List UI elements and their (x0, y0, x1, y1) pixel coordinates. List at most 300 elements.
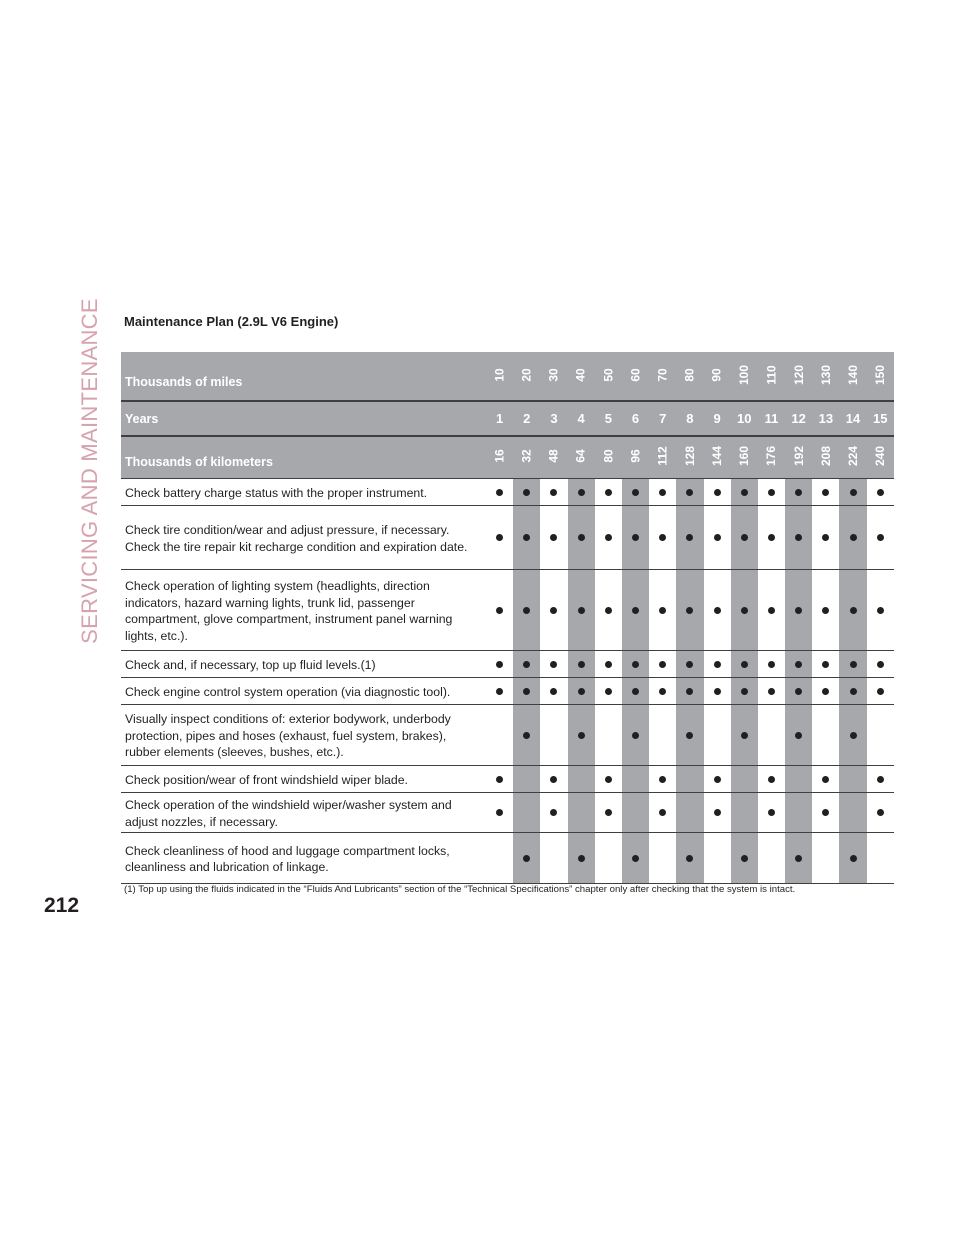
header-value (812, 352, 839, 400)
table-row (121, 479, 894, 506)
footnote: (1) Top up using the fluids indicated in the “Fluids And Lubricants” section of the “Technical Specifications” chapter only after checking that the system is intact. (124, 884, 796, 895)
schedule-cell (513, 833, 540, 883)
service-dot-icon (605, 661, 612, 668)
schedule-cell (839, 651, 866, 677)
service-dot-icon (741, 534, 748, 541)
header-value (839, 437, 866, 478)
service-dot-icon (822, 688, 829, 695)
schedule-cell (731, 793, 758, 832)
schedule-cell (704, 793, 731, 832)
header-value-text: 5 (604, 411, 612, 426)
task-label: Check operation of the windshield wiper/washer system and adjust nozzles, if necessary. (125, 798, 452, 829)
service-dot-icon (632, 855, 639, 862)
schedule-cell (595, 793, 622, 832)
schedule-cell (540, 766, 567, 792)
service-dot-icon (714, 776, 721, 783)
header-value-text: 13 (818, 411, 834, 426)
schedule-cell (704, 833, 731, 883)
task-label: Check tire condition/wear and adjust pressure, if necessary. Check the tire repair kit recharge condition and expiration date. (125, 523, 468, 554)
header-value (486, 402, 513, 435)
header-value-text: 128 (682, 445, 697, 467)
schedule-cell (758, 793, 785, 832)
schedule-cell (867, 766, 894, 792)
schedule-cell (867, 705, 894, 765)
schedule-cell (785, 766, 812, 792)
schedule-cell (785, 705, 812, 765)
schedule-cell (568, 766, 595, 792)
header-value (540, 402, 567, 435)
service-dot-icon (578, 732, 585, 739)
service-dot-icon (877, 607, 884, 614)
header-value-text: 130 (818, 364, 833, 386)
header-value (486, 352, 513, 400)
service-dot-icon (550, 607, 557, 614)
header-value-text: 80 (601, 449, 616, 463)
header-value-text: 12 (791, 411, 806, 426)
service-dot-icon (632, 732, 639, 739)
service-dot-icon (496, 688, 503, 695)
service-dot-icon (768, 776, 775, 783)
schedule-cell (540, 678, 567, 704)
service-dot-icon (850, 732, 857, 739)
schedule-cell (540, 705, 567, 765)
schedule-cell (785, 570, 812, 650)
header-value (867, 437, 894, 478)
header-row-kilometers (121, 437, 894, 479)
schedule-cell (649, 705, 676, 765)
schedule-cell (812, 651, 839, 677)
schedule-cell (540, 833, 567, 883)
schedule-cell (731, 766, 758, 792)
schedule-cell (704, 651, 731, 677)
header-value (731, 437, 758, 478)
schedule-cell (622, 705, 649, 765)
service-dot-icon (795, 732, 802, 739)
schedule-cell (839, 479, 866, 505)
maintenance-schedule-table (121, 352, 894, 884)
schedule-cell (540, 506, 567, 569)
header-value-text: 224 (846, 445, 861, 467)
header-value-text: 8 (686, 411, 694, 426)
schedule-cell (812, 506, 839, 569)
schedule-cell (622, 793, 649, 832)
schedule-cell (758, 705, 785, 765)
service-dot-icon (877, 534, 884, 541)
header-value (758, 437, 785, 478)
schedule-cell (758, 766, 785, 792)
service-dot-icon (550, 688, 557, 695)
service-dot-icon (686, 534, 693, 541)
service-dot-icon (550, 489, 557, 496)
header-value-text: 15 (872, 411, 888, 426)
service-dot-icon (523, 489, 530, 496)
service-dot-icon (768, 661, 775, 668)
schedule-cell (812, 833, 839, 883)
schedule-cell (867, 570, 894, 650)
header-value-text: 14 (845, 411, 861, 426)
schedule-cell (839, 793, 866, 832)
schedule-cell (568, 833, 595, 883)
header-value-text: 4 (577, 411, 585, 426)
service-dot-icon (741, 688, 748, 695)
table-row (121, 506, 894, 570)
schedule-cell (568, 570, 595, 650)
service-dot-icon (578, 661, 585, 668)
schedule-cell (812, 705, 839, 765)
service-dot-icon (496, 489, 503, 496)
schedule-cell (622, 833, 649, 883)
header-value-text: 7 (659, 411, 667, 426)
header-label: Thousands of kilometers (125, 454, 273, 469)
service-dot-icon (850, 661, 857, 668)
header-value (812, 437, 839, 478)
service-dot-icon (632, 688, 639, 695)
header-value (649, 402, 676, 435)
table-row (121, 570, 894, 651)
service-dot-icon (550, 809, 557, 816)
schedule-cell (867, 678, 894, 704)
header-value-text: 40 (574, 368, 589, 382)
header-value (568, 437, 595, 478)
service-dot-icon (605, 534, 612, 541)
schedule-cell (704, 766, 731, 792)
schedule-cell (513, 705, 540, 765)
header-value (540, 437, 567, 478)
schedule-cell (758, 479, 785, 505)
schedule-cell (486, 479, 513, 505)
header-value-text: 20 (519, 368, 534, 382)
header-value-text: 9 (713, 411, 721, 426)
header-value-text: 10 (737, 411, 752, 426)
schedule-cell (568, 651, 595, 677)
service-dot-icon (741, 661, 748, 668)
schedule-cell (649, 479, 676, 505)
header-value-text: 176 (764, 445, 779, 467)
schedule-cell (595, 651, 622, 677)
service-dot-icon (686, 732, 693, 739)
header-value-text: 144 (710, 445, 725, 467)
schedule-cell (568, 506, 595, 569)
schedule-cell (704, 678, 731, 704)
service-dot-icon (496, 534, 503, 541)
service-dot-icon (550, 776, 557, 783)
schedule-cell (540, 570, 567, 650)
table-row (121, 651, 894, 678)
header-value-text: 3 (550, 411, 558, 426)
header-value (595, 402, 622, 435)
schedule-cell (649, 678, 676, 704)
header-value-text: 192 (791, 445, 806, 467)
header-value-text: 80 (682, 368, 697, 382)
service-dot-icon (632, 489, 639, 496)
schedule-cell (595, 506, 622, 569)
schedule-cell (867, 479, 894, 505)
header-value-text: 32 (519, 449, 534, 463)
header-value (867, 352, 894, 400)
schedule-cell (731, 678, 758, 704)
section-title: Maintenance Plan (2.9L V6 Engine) (124, 314, 339, 329)
header-value (513, 352, 540, 400)
header-value (812, 402, 839, 435)
schedule-cell (676, 833, 703, 883)
header-value-text: 150 (873, 364, 888, 386)
service-dot-icon (659, 809, 666, 816)
service-dot-icon (605, 688, 612, 695)
service-dot-icon (795, 489, 802, 496)
header-value-text: 240 (873, 445, 888, 467)
service-dot-icon (741, 855, 748, 862)
schedule-cell (731, 833, 758, 883)
service-dot-icon (822, 661, 829, 668)
schedule-cell (513, 570, 540, 650)
task-label: Check operation of lighting system (headlights, direction indicators, hazard warning lights, trunk lid, passenger compartment, glove compartment, instrument panel warning lights, etc.). (125, 579, 453, 643)
service-dot-icon (877, 661, 884, 668)
service-dot-icon (523, 607, 530, 614)
schedule-cell (731, 705, 758, 765)
header-value-text: 70 (655, 368, 670, 382)
header-value (568, 402, 595, 435)
schedule-cell (568, 479, 595, 505)
service-dot-icon (795, 855, 802, 862)
table-row (121, 705, 894, 766)
service-dot-icon (659, 534, 666, 541)
header-value (704, 352, 731, 400)
service-dot-icon (578, 688, 585, 695)
schedule-cell (540, 479, 567, 505)
service-dot-icon (795, 688, 802, 695)
header-value-text: 120 (791, 364, 806, 386)
service-dot-icon (686, 661, 693, 668)
service-dot-icon (714, 688, 721, 695)
service-dot-icon (822, 776, 829, 783)
header-value-text: 50 (601, 368, 616, 382)
header-value (513, 437, 540, 478)
schedule-cell (867, 793, 894, 832)
header-value-text: 6 (631, 411, 640, 426)
header-value (595, 352, 622, 400)
service-dot-icon (659, 607, 666, 614)
service-dot-icon (550, 661, 557, 668)
schedule-cell (486, 793, 513, 832)
header-value (758, 402, 785, 435)
schedule-cell (731, 570, 758, 650)
schedule-cell (595, 766, 622, 792)
header-value (704, 402, 731, 435)
service-dot-icon (496, 776, 503, 783)
schedule-cell (731, 651, 758, 677)
service-dot-icon (714, 534, 721, 541)
service-dot-icon (714, 607, 721, 614)
schedule-cell (758, 651, 785, 677)
schedule-cell (622, 506, 649, 569)
header-value (785, 352, 812, 400)
schedule-cell (568, 705, 595, 765)
service-dot-icon (659, 661, 666, 668)
service-dot-icon (877, 809, 884, 816)
header-label: Years (125, 412, 159, 427)
header-value (676, 402, 703, 435)
service-dot-icon (822, 607, 829, 614)
schedule-cell (676, 793, 703, 832)
service-dot-icon (850, 855, 857, 862)
service-dot-icon (578, 489, 585, 496)
service-dot-icon (496, 661, 503, 668)
service-dot-icon (714, 661, 721, 668)
schedule-cell (785, 793, 812, 832)
schedule-cell (568, 793, 595, 832)
schedule-cell (676, 506, 703, 569)
service-dot-icon (605, 776, 612, 783)
schedule-cell (513, 793, 540, 832)
service-dot-icon (659, 776, 666, 783)
header-value (540, 352, 567, 400)
schedule-cell (676, 678, 703, 704)
schedule-cell (595, 479, 622, 505)
header-value-text: 140 (846, 364, 861, 386)
service-dot-icon (578, 534, 585, 541)
schedule-cell (839, 833, 866, 883)
service-dot-icon (578, 855, 585, 862)
service-dot-icon (768, 534, 775, 541)
service-dot-icon (822, 809, 829, 816)
schedule-cell (595, 678, 622, 704)
schedule-cell (704, 506, 731, 569)
header-value (513, 402, 540, 435)
service-dot-icon (795, 534, 802, 541)
service-dot-icon (850, 534, 857, 541)
header-value-text: 1 (495, 411, 504, 426)
schedule-cell (676, 570, 703, 650)
service-dot-icon (686, 688, 693, 695)
header-value-text: 11 (764, 411, 779, 426)
header-value (622, 402, 649, 435)
service-dot-icon (686, 607, 693, 614)
service-dot-icon (822, 534, 829, 541)
schedule-cell (867, 651, 894, 677)
schedule-cell (649, 766, 676, 792)
schedule-cell (568, 678, 595, 704)
schedule-cell (649, 793, 676, 832)
service-dot-icon (850, 688, 857, 695)
schedule-cell (758, 570, 785, 650)
schedule-cell (486, 833, 513, 883)
schedule-cell (486, 570, 513, 650)
header-value (785, 402, 812, 435)
service-dot-icon (741, 732, 748, 739)
schedule-cell (812, 479, 839, 505)
header-value-text: 96 (628, 449, 643, 463)
service-dot-icon (578, 607, 585, 614)
schedule-cell (785, 651, 812, 677)
service-dot-icon (741, 489, 748, 496)
schedule-cell (785, 506, 812, 569)
page-number: 212 (44, 894, 80, 917)
schedule-cell (622, 766, 649, 792)
service-dot-icon (605, 607, 612, 614)
schedule-cell (622, 651, 649, 677)
schedule-cell (595, 833, 622, 883)
schedule-cell (486, 705, 513, 765)
header-value (676, 352, 703, 400)
service-dot-icon (768, 688, 775, 695)
service-dot-icon (768, 489, 775, 496)
header-value (731, 352, 758, 400)
service-dot-icon (605, 809, 612, 816)
schedule-cell (513, 766, 540, 792)
header-value (867, 402, 894, 435)
task-label: Check engine control system operation (via diagnostic tool). (125, 684, 451, 699)
header-value-text: 64 (574, 449, 589, 463)
schedule-cell (704, 479, 731, 505)
schedule-cell (839, 766, 866, 792)
schedule-cell (486, 651, 513, 677)
service-dot-icon (496, 607, 503, 614)
schedule-cell (785, 678, 812, 704)
service-dot-icon (523, 732, 530, 739)
schedule-cell (812, 678, 839, 704)
schedule-cell (649, 833, 676, 883)
service-dot-icon (659, 489, 666, 496)
header-value (704, 437, 731, 478)
service-dot-icon (768, 809, 775, 816)
service-dot-icon (850, 607, 857, 614)
service-dot-icon (632, 607, 639, 614)
schedule-cell (649, 651, 676, 677)
table-row (121, 766, 894, 793)
header-value (568, 352, 595, 400)
service-dot-icon (822, 489, 829, 496)
service-dot-icon (741, 607, 748, 614)
schedule-cell (649, 570, 676, 650)
schedule-cell (676, 651, 703, 677)
header-value (649, 437, 676, 478)
service-dot-icon (523, 855, 530, 862)
table-row (121, 833, 894, 884)
service-dot-icon (523, 534, 530, 541)
header-value (622, 437, 649, 478)
schedule-cell (513, 651, 540, 677)
task-label: Check position/wear of front windshield wiper blade. (125, 772, 408, 787)
schedule-cell (731, 506, 758, 569)
schedule-cell (540, 793, 567, 832)
chapter-side-label (74, 298, 106, 644)
schedule-cell (839, 705, 866, 765)
schedule-cell (812, 793, 839, 832)
service-dot-icon (550, 534, 557, 541)
schedule-cell (486, 678, 513, 704)
schedule-cell (486, 766, 513, 792)
task-label: Visually inspect conditions of: exterior bodywork, underbody protection, pipes and hoses (exhaust, fuel system, brakes), rubber elements (sleeves, bushes, etc.). (125, 712, 451, 760)
header-value (731, 402, 758, 435)
schedule-cell (513, 506, 540, 569)
header-row-miles (121, 352, 894, 402)
service-dot-icon (714, 809, 721, 816)
header-value (758, 352, 785, 400)
schedule-cell (839, 678, 866, 704)
header-value-text: 60 (628, 368, 643, 382)
schedule-cell (812, 570, 839, 650)
header-value-text: 110 (764, 365, 779, 385)
schedule-cell (839, 570, 866, 650)
header-value-text: 160 (737, 445, 752, 467)
schedule-cell (622, 479, 649, 505)
header-value-text: 10 (492, 368, 507, 382)
service-dot-icon (877, 776, 884, 783)
schedule-cell (867, 833, 894, 883)
service-dot-icon (686, 489, 693, 496)
service-dot-icon (877, 489, 884, 496)
header-value-text: 2 (523, 411, 531, 426)
